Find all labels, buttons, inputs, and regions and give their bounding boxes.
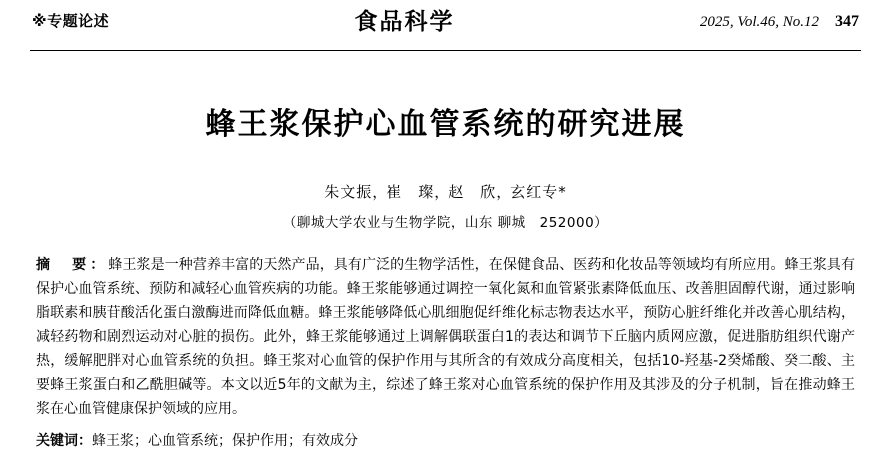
author-name: 玄红专* xyxy=(510,183,567,201)
author-list xyxy=(28,181,863,202)
journal-name: 食品科学 xyxy=(354,9,455,35)
abstract-text: 蜂王浆是一种营养丰富的天然产品，具有广泛的生物学活性，在保健食品、医药和化妆品等领域均有所应用。蜂王浆具有保护心血管系统、预防和减轻心血管疾病的功能。蜂王浆能够通过调控一氧化氮和血管紧张素降低血压、改善胆固醇代谢，通过影响脂联素和胰苷酸活化蛋白激酶进而降低血糖。蜂王浆能够降低心肌细胞促纤维化标志物表达水平，预防心脏纤维化并改善心肌结构，减轻药物和剧烈运动对心脏的损伤。此外，蜂王浆能够通过上调解偶联蛋白1的表达和调节下丘脑内质网应激，促进脂肪组织代谢产热，缓解肥胖对心血管系统的负担。蜂王浆对心血管的保护作用与其所含的有效成分高度相关，包括10-羟基-2癸烯酸、癸二酸、主要蜂王浆蛋白和乙酰胆碱等。本文以近5年的文献为主，综述了蜂王浆对心血管系统的保护作用及其涉及的分子机制，旨在推动蜂王浆在心血管健康保护领域的应用。 xyxy=(36,257,855,418)
author-separator: ， xyxy=(496,183,513,201)
running-header xyxy=(28,0,863,50)
author-separator: ， xyxy=(372,183,389,201)
keywords-label: 关键词： xyxy=(36,432,92,449)
article-title: 蜂王浆保护心血管系统的研究进展 xyxy=(205,107,686,142)
author-name: 赵 欣 xyxy=(448,183,497,201)
keywords-text: 蜂王浆；心血管系统；保护作用；有效成分 xyxy=(92,432,358,449)
header-divider xyxy=(30,50,861,51)
abstract-label: 摘 要： xyxy=(36,257,109,273)
keywords-block xyxy=(28,430,863,454)
author-name: 崔 璨 xyxy=(386,183,435,201)
header-citation xyxy=(700,13,859,31)
author-affiliation: （聊城大学农业与生物学院，山东 聊城 252000） xyxy=(282,215,609,231)
header-section-label: ※专题论述 xyxy=(32,12,110,30)
page-number: 347 xyxy=(835,13,859,30)
author-separator: ， xyxy=(434,183,451,201)
volume-issue: 2025, Vol.46, No.12 xyxy=(699,14,819,30)
abstract-block xyxy=(28,253,863,422)
author-name: 朱文振 xyxy=(324,183,373,201)
